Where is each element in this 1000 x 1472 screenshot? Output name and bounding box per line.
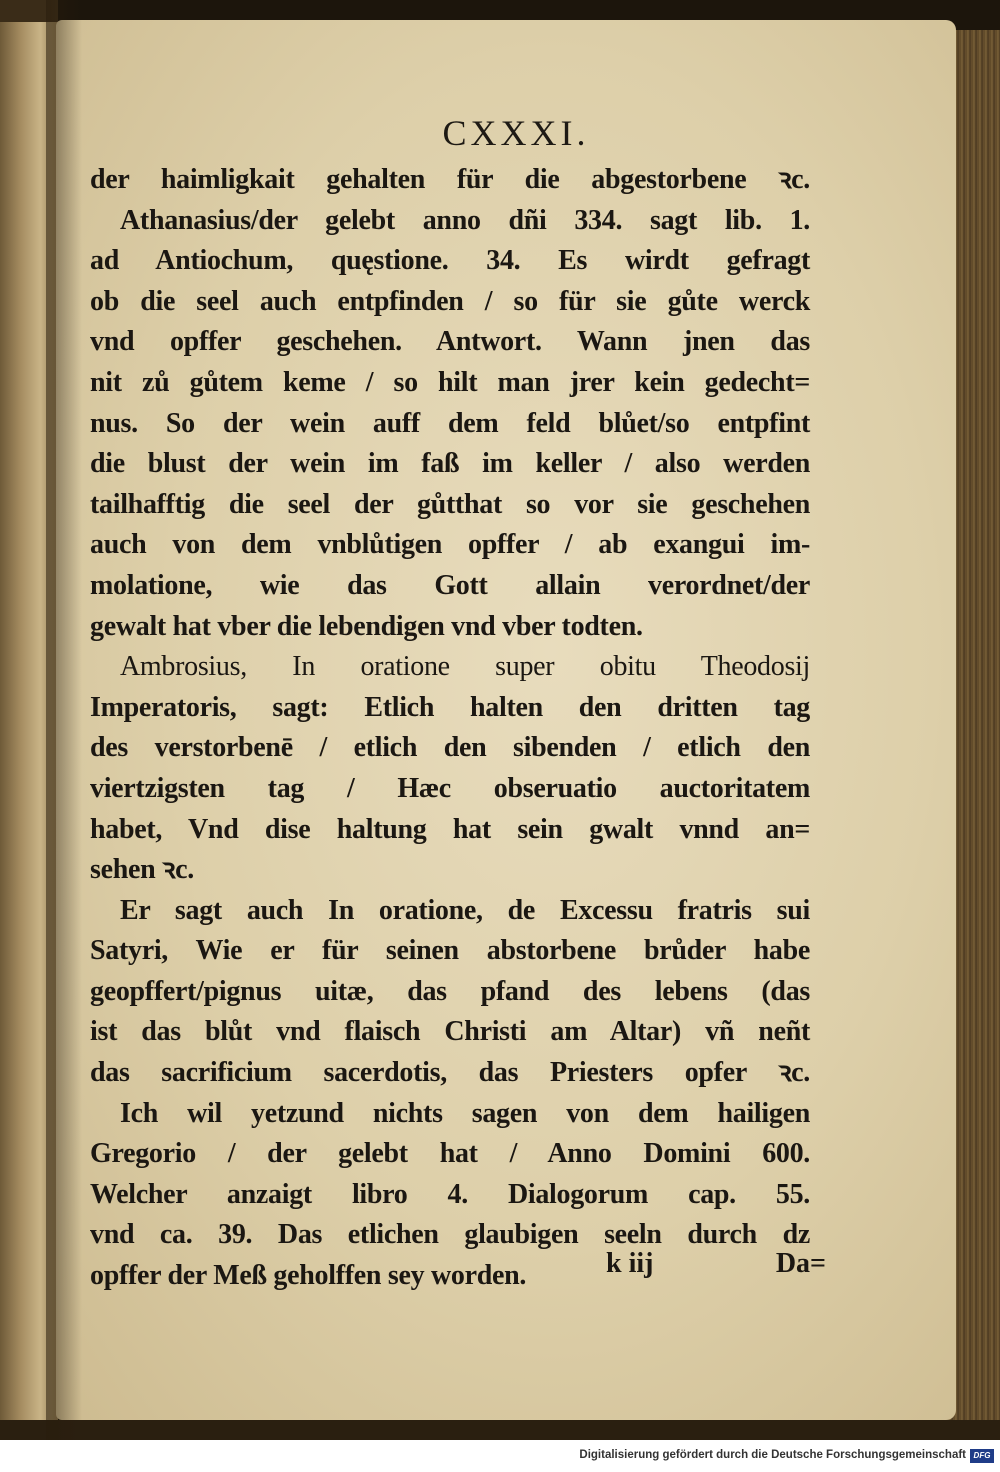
book-bottom-edge — [0, 1420, 1000, 1440]
text-line: Athanasius/der gelebt anno dñi 334. sagt lib. 1. — [120, 204, 810, 236]
dfg-logo: DFG — [970, 1449, 994, 1463]
text-line: vnd opffer geschehen. Antwort. Wann jnen das — [90, 326, 810, 358]
text-line: Welcher anzaigt libro 4. Dialogorum cap. 55. — [90, 1178, 810, 1210]
text-line: tailhafftig die seel der gůtthat so vor sie geschehen — [90, 488, 810, 520]
text-line: auch von dem vnblůtigen opffer / ab exangui im- — [90, 529, 810, 561]
gutter-shadow — [46, 0, 82, 1440]
text-line: das sacrificium sacerdotis, das Priesters opfer ꝛc. — [90, 1057, 810, 1089]
text-line: ist das blůt vnd flaisch Christi am Altar) vñ neñt — [90, 1016, 810, 1048]
text-line: sehen ꝛc. — [90, 854, 194, 886]
text-line: molatione, wie das Gott allain verordnet/der — [90, 569, 810, 601]
text-line: nus. So der wein auff dem feld blůet/so entpfint — [90, 407, 810, 439]
funding-credit: Digitalisierung gefördert durch die Deutsche Forschungsgemeinschaft — [579, 1449, 966, 1461]
text-line: Ambrosius, In oratione super obitu Theodosij — [120, 651, 810, 683]
text-line: vnd ca. 39. Das etlichen glaubigen seeln durch dz — [90, 1219, 810, 1251]
signature-mark: k iij — [606, 1248, 654, 1279]
text-line: habet, Vnd dise haltung hat sein gwalt vnnd an= — [90, 813, 810, 845]
page-footer-marks — [606, 1248, 826, 1280]
text-line: Er sagt auch In oratione, de Excessu fratris sui — [120, 894, 810, 926]
text-line: viertzigsten tag / Hæc obseruatio auctoritatem — [90, 772, 810, 804]
text-line: der haimligkait gehalten für die abgestorbene ꝛc. — [90, 164, 810, 195]
text-line: opffer der Meß geholffen sey worden. — [90, 1260, 527, 1292]
book-page — [56, 20, 956, 1420]
text-line: Satyri, Wie er für seinen abstorbene brůder habe — [90, 935, 810, 967]
catchword: Da= — [775, 1248, 826, 1279]
digitization-footer — [0, 1440, 1000, 1472]
folio-number: CXXXI. — [442, 113, 590, 153]
text-line: gewalt hat vber die lebendigen vnd vber todten. — [90, 610, 643, 642]
body-text — [90, 160, 810, 1297]
text-line: die blust der wein im faß im keller / also werden — [90, 448, 810, 480]
text-line: ad Antiochum, quęstione. 34. Es wirdt gefragt — [90, 245, 810, 277]
text-line: des verstorbenē / etlich den sibenden / etlich den — [90, 732, 810, 764]
text-line: ob die seel auch entpfinden / so für sie gůte werck — [90, 285, 810, 317]
text-line: geopffert/pignus uitæ, das pfand des lebens (das — [90, 975, 810, 1007]
text-line: Imperatoris, sagt: Etlich halten den dritten tag — [90, 691, 810, 723]
text-line: nit zů gůtem keme / so hilt man jrer kein gedecht= — [90, 366, 810, 398]
text-line: Ich wil yetzund nichts sagen von dem hailigen — [120, 1097, 810, 1129]
text-line: Gregorio / der gelebt hat / Anno Domini 600. — [90, 1138, 810, 1170]
